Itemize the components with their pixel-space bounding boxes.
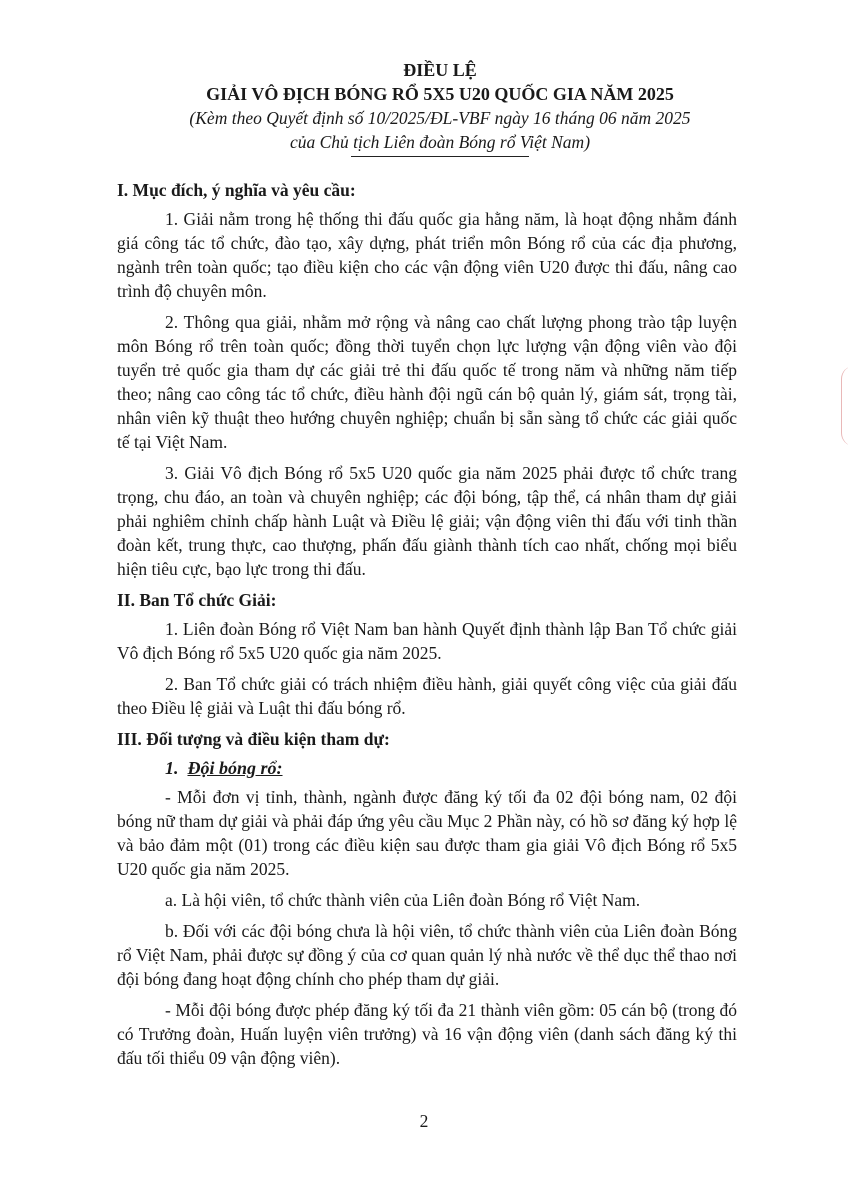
- paragraph: 1. Liên đoàn Bóng rổ Việt Nam ban hành Quyết định thành lập Ban Tổ chức giải Vô địch Bóng rổ 5x5 U20 quốc gia năm 2025.: [117, 619, 737, 663]
- paragraph: - Mỗi đội bóng được phép đăng ký tối đa 21 thành viên gồm: 05 cán bộ (trong đó có Trưởng đoàn, Huấn luyện viên trưởng) và 16 vận động viên (danh sách đăng ký thi đấu tối thiểu 09 vận động viên).: [117, 1000, 737, 1068]
- decision-reference-line-2: của Chủ tịch Liên đoàn Bóng rổ Việt Nam): [289, 132, 591, 152]
- subsection-heading: [165, 756, 737, 780]
- paragraph: 2. Thông qua giải, nhằm mở rộng và nâng cao chất lượng phong trào tập luyện môn Bóng rổ trên toàn quốc; đồng thời tuyển chọn lực lượng vận động viên vào đội tuyển trẻ quốc gia tham dự các giải trẻ thi đấu quốc tế trong năm và những năm tiếp theo; nâng cao công tác tổ chức, điều hành đội ngũ cán bộ quản lý, giám sát, trọng tài, nhân viên kỹ thuật theo hướng chuyên nghiệp; chuẩn bị sẵn sàng tổ chức các giải quốc tế tại Việt Nam.: [117, 312, 737, 452]
- paragraph: 3. Giải Vô địch Bóng rổ 5x5 U20 quốc gia năm 2025 phải được tổ chức trang trọng, chu đáo, an toàn và chuyên nghiệp; các đội bóng, tập thể, cá nhân tham dự giải phải nghiêm chỉnh chấp hành Luật và Điều lệ giải; vận động viên thi đấu với tinh thần đoàn kết, trung thực, cao thượng, phấn đấu giành thành tích cao nhất, chống mọi biểu hiện tiêu cực, bạo lực trong thi đấu.: [117, 463, 737, 579]
- section-heading-2: II. Ban Tổ chức Giải:: [117, 590, 277, 610]
- document-subtitle: GIẢI VÔ ĐỊCH BÓNG RỔ 5X5 U20 QUỐC GIA NĂM 2025: [206, 84, 674, 104]
- document-title: ĐIỀU LỆ: [403, 60, 477, 80]
- decision-reference-line-1: (Kèm theo Quyết định số 10/2025/ĐL-VBF ngày 16 tháng 06 năm 2025: [189, 108, 691, 128]
- paragraph: b. Đối với các đội bóng chưa là hội viên, tổ chức thành viên của Liên đoàn Bóng rổ Việt Nam, phải được sự đồng ý của cơ quan quản lý nhà nước về thể dục thể thao nơi đội bóng đang hoạt động chính cho phép tham dự giải.: [117, 921, 737, 989]
- document-header: [100, 58, 780, 157]
- section-heading-3: III. Đối tượng và điều kiện tham dự:: [117, 729, 390, 749]
- paragraph: 2. Ban Tổ chức giải có trách nhiệm điều hành, giải quyết công việc của giải đấu theo Điều lệ giải và Luật thi đấu bóng rổ.: [117, 674, 737, 718]
- paragraph: a. Là hội viên, tổ chức thành viên của Liên đoàn Bóng rổ Việt Nam.: [165, 890, 641, 910]
- subsection-number: 1.: [165, 758, 179, 778]
- section-heading-1: I. Mục đích, ý nghĩa và yêu cầu:: [117, 180, 356, 200]
- page-number: 2: [419, 1111, 429, 1131]
- paragraph: - Mỗi đơn vị tỉnh, thành, ngành được đăng ký tối đa 02 đội bóng nam, 02 đội bóng nữ tham dự giải và phải đáp ứng yêu cầu Mục 2 Phần này, có hồ sơ đăng ký hợp lệ và bảo đảm một (01) trong các điều kiện sau được tham gia giải Vô địch Bóng rổ 5x5 U20 quốc gia năm 2025.: [117, 787, 737, 879]
- paragraph: 1. Giải nằm trong hệ thống thi đấu quốc gia hằng năm, là hoạt động nhằm đánh giá công tác tổ chức, đào tạo, xây dựng, phát triển môn Bóng rổ của các địa phương, ngành trên toàn quốc; tạo điều kiện cho các vận động viên U20 được thi đấu, nâng cao trình độ chuyên môn.: [117, 209, 737, 301]
- document-body: [117, 178, 737, 1077]
- header-divider: [351, 156, 529, 157]
- stamp-edge: [841, 366, 848, 446]
- subsection-label: Đội bóng rổ:: [187, 758, 283, 778]
